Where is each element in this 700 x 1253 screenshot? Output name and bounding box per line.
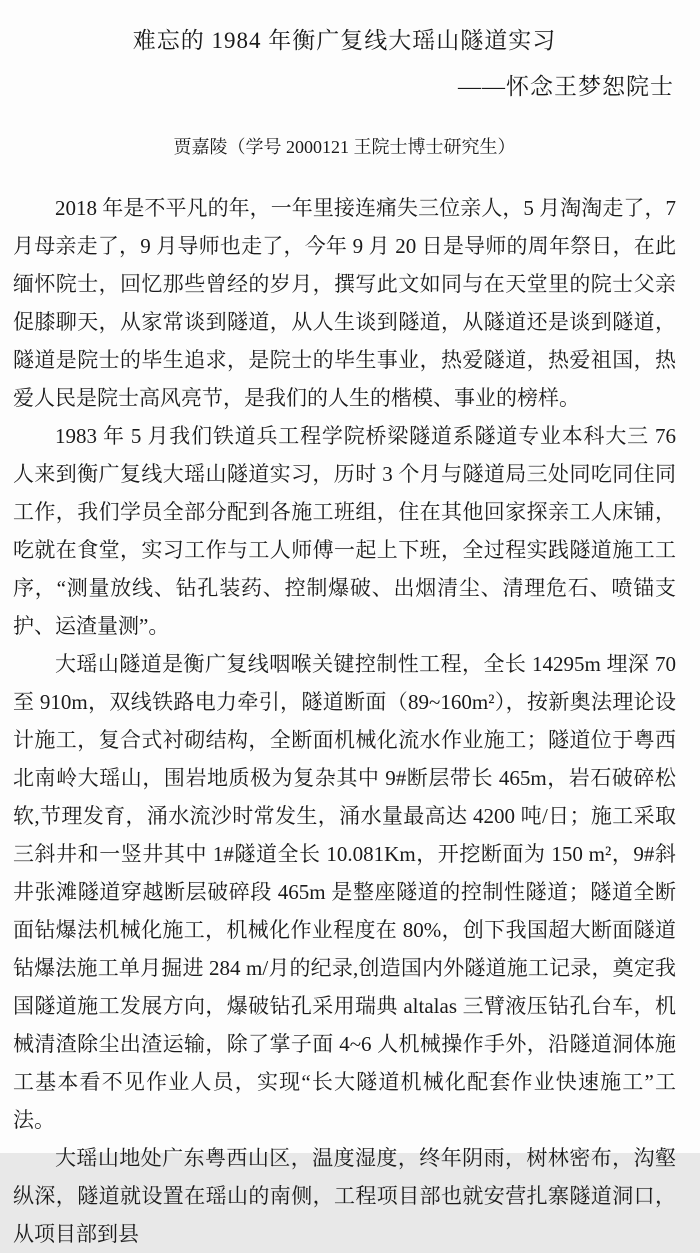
paragraph-intro-2018: 2018 年是不平凡的年，一年里接连痛失三位亲人，5 月淘淘走了，7 月母亲走了，9 月导师也走了，今年 9 月 20 日是导师的周年祭日，在此缅怀院士，回忆那些曾经的岁月，撰写此文如同与在天堂里的院士父亲促膝聊天，从家常谈到隧道，从人生谈到隧道，从隧道还是谈到隧道，隧道是院士的毕生追求，是院士的毕生事业，热爱隧道，热爱祖国，热爱人民是院士高风亮节，是我们的人生的楷模、事业的榜样。 — [13, 196, 676, 410]
document-subtitle: ——怀念王梦恕院士 — [458, 74, 674, 99]
paragraph-tunnel-engineering: 大瑶山隧道是衡广复线咽喉关键控制性工程，全长 14295m 埋深 70 至 910m，双线铁路电力牵引，隧道断面（89~160m²），按新奥法理论设计施工，复合式衬砌结构，全断面机械化流水作业施工；隧道位于粤西北南岭大瑶山，围岩地质极为复杂其中 9#断层带长 465m，岩石破碎松软,节理发育，涌水流沙时常发生，涌水量最高达 4200 吨/日；施工采取三斜井和一竖井其中 1#隧道全长 10.081Km，开挖断面为 150 m²，9#斜井张滩隧道穿越断层破碎段 465m 是整座隧道的控制性隧道；隧道全断面钻爆法机械化施工，机械化作业程度在 80%，创下我国超大断面隧道钻爆法施工单月掘进 284 m/月的纪录,创造国内外隧道施工记录，奠定我国隧道施工发展方向，爆破钻孔采用瑞典 altalas 三臂液压钻孔台车，机械清渣除尘出渣运输，除了掌子面 4~6 人机械操作手外，沿隧道洞体施工基本看不见作业人员，实现“长大隧道机械化配套作业快速施工”工法。 — [13, 652, 676, 1132]
document-body — [13, 189, 676, 1253]
paragraph-1983-internship: 1983 年 5 月我们铁道兵工程学院桥梁隧道系隧道专业本科大三 76 人来到衡广复线大瑶山隧道实习，历时 3 个月与隧道局三处同吃同住同工作，我们学员全部分配到各施工班组，住在其他回家探亲工人床铺，吃就在食堂，实习工作与工人师傅一起上下班，全过程实践隧道施工工序，“测量放线、钻孔装药、控制爆破、出烟清尘、清理危石、喷锚支护、运渣量测”。 — [13, 424, 676, 638]
author-byline: 贾嘉陵（学号 2000121 王院士博士研究生） — [173, 137, 516, 157]
paragraph-dayaoshan-location: 大瑶山地处广东粤西山区，温度湿度，终年阴雨，树林密布，沟壑纵深，隧道就设置在瑶山的南侧，工程项目部也就安营扎寨隧道洞口，从项目部到县 — [13, 1146, 676, 1246]
document-title: 难忘的 1984 年衡广复线大瑶山隧道实习 — [132, 28, 557, 53]
